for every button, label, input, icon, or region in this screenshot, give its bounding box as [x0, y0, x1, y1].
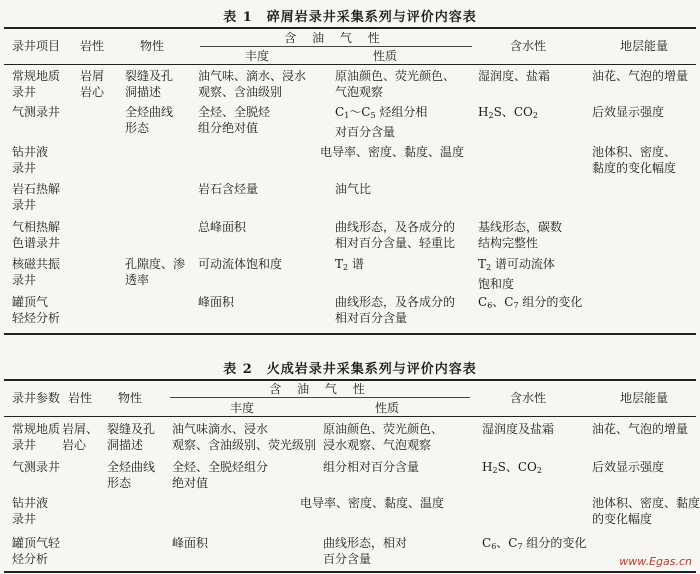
table1-row-5-property-line-2: 相对百分含量、轻重比: [335, 236, 456, 250]
table1-row-4-property-line-1: 油气比: [335, 182, 372, 196]
table1-row-4-item: [12, 181, 60, 213]
table1-row-1-abundance: [198, 68, 306, 100]
table2-row-4-property-line-1: 曲线形态，相对: [323, 536, 408, 550]
table2-row-4-item-line-2: 烃分析: [12, 552, 49, 566]
table2-row-4-item: [12, 535, 60, 567]
table1-row-1-lithology-line-1: 岩屑: [80, 69, 105, 83]
table2-row-4-item-line-1: 罐顶气轻: [12, 536, 61, 550]
table1-row-7-item-line-2: 轻烃分析: [12, 311, 61, 325]
table1-row-2-physical-line-1: 全烃曲线: [125, 105, 174, 119]
table2-row-1-lithology-line-2: 岩心: [62, 438, 87, 452]
t1-header-energy: 地层能量: [620, 39, 669, 53]
table2-row-1-item-line-2: 录井: [12, 438, 37, 452]
table1-row-1-abundance-line-2: 观察、含油级别: [198, 85, 283, 99]
table1-row-3-energy-line-2: 黏度的变化幅度: [592, 161, 677, 175]
table2-row-1-abundance-line-2: 观察、含油级别、荧光级别: [172, 438, 317, 452]
table1-row-1-lithology-line-2: 岩心: [80, 85, 105, 99]
t1-header-lithology: 岩性: [80, 39, 105, 53]
t2-header-physical: 物性: [118, 391, 143, 405]
table1-row-2-water-line-1: $H_2S$、$CO_2$: [478, 105, 538, 120]
t1-header-physical: 物性: [140, 39, 165, 53]
table2-row-3-energy-line-1: 池体积、密度、黏度: [592, 496, 700, 510]
table1-row-5-water-line-1: 基线形态，碳数: [478, 220, 563, 234]
table2-row-1-property-line-1: 原油颜色、荧光颜色、: [323, 422, 444, 436]
table1-row-6-item-line-2: 录井: [12, 273, 37, 287]
table1-row-6-water-line-1: $T_2$ 谱可动流体: [478, 257, 555, 272]
table1-row-7-property-line-2: 相对百分含量: [335, 311, 408, 325]
table2-row-2-energy-line-1: 后效显示强度: [592, 460, 665, 474]
table2-row-2-physical-line-1: 全烃曲线: [107, 460, 156, 474]
table1-row-5-abundance: [198, 219, 246, 235]
table1-row-7-property-line-1: 曲线形态，及各成分的: [335, 295, 456, 309]
table2-row-2-property-line-1: 组分相对百分含量: [323, 460, 420, 474]
table2-row-3-energy-line-2: 的变化幅度: [592, 512, 653, 526]
table2-row-1-item: [12, 421, 60, 453]
table1-row-4-property: [335, 181, 371, 197]
table2-row-4-water-line-1: $C_6$、$C_7$ 组分的变化: [482, 536, 587, 551]
table1-row-2-property: [335, 104, 427, 140]
table1-row-2-energy: [592, 104, 664, 120]
table1-row-2-item: [12, 104, 60, 120]
table1-row-1-water: [478, 68, 550, 84]
table2-row-1-water: [482, 421, 554, 437]
table1-row-3-item-line-1: 钻井液: [12, 145, 49, 159]
table1-row-6-abundance: [198, 256, 282, 272]
table2-row-2-physical: [107, 459, 155, 491]
table2-row-1-energy: [592, 421, 688, 437]
table1-row-5-abundance-line-1: 总峰面积: [198, 220, 247, 234]
table2-row-2-item: [12, 459, 60, 475]
table2-row-2-abundance: [172, 459, 268, 491]
table2-row-4-property: [323, 535, 407, 567]
table1-top-rule: [4, 27, 696, 29]
table2-row-3-item: [12, 495, 48, 527]
table1-row-1-abundance-line-1: 油气味、滴水、浸水: [198, 69, 307, 83]
table1-row-1-property: [335, 68, 455, 100]
table2-row-3-item-line-1: 钻井液: [12, 496, 49, 510]
table2-row-2-abundance-line-2: 绝对值: [172, 476, 209, 490]
table1-row-5-property-line-1: 曲线形态，及各成分的: [335, 220, 456, 234]
table1-row-7-item: [12, 294, 60, 326]
table1-row-6-physical-line-1: 孔隙度、渗: [125, 257, 186, 271]
table1-row-6-item-line-1: 核磁共振: [12, 257, 61, 271]
table2-row-1-energy-line-1: 油花、气泡的增量: [592, 422, 689, 436]
table2-row-1-property-line-2: 浸水观察、气泡观察: [323, 438, 432, 452]
t2-header-item: 录井参数: [12, 391, 61, 405]
table1-row-6-water: [478, 256, 555, 292]
table2-row-4-water: [482, 535, 586, 555]
table1-header-rule: [4, 64, 696, 65]
t2-header-oilgas-rule: [170, 397, 470, 398]
table1-row-5-item-line-1: 气相热解: [12, 220, 61, 234]
table1-row-1-item-line-2: 录井: [12, 85, 37, 99]
table2-header-rule: [4, 416, 696, 417]
table1-row-3-energy-line-1: 池体积、密度、: [592, 145, 677, 159]
table1-row-3-property: [320, 144, 464, 160]
table2-row-2-abundance-line-1: 全烃、全脱烃组分: [172, 460, 269, 474]
table1-row-5-water: [478, 219, 562, 251]
table1-row-2-property-line-2: 对百分含量: [335, 125, 396, 139]
t1-header-oilgas: 含 油 气 性: [284, 31, 386, 45]
table2-row-1-abundance-line-1: 油气味滴水、浸水: [172, 422, 269, 436]
table1-title: 表 1 碎屑岩录井采集系列与评价内容表: [223, 10, 477, 25]
table1-row-6-physical-line-2: 透率: [125, 273, 150, 287]
t1-header-abundance: 丰度: [245, 49, 270, 63]
table1-row-1-item: [12, 68, 60, 100]
table1-row-7-abundance: [198, 294, 234, 310]
table1-row-3-item-line-2: 录井: [12, 161, 37, 175]
table1-row-1-property-line-2: 气泡观察: [335, 85, 384, 99]
table2-row-4-abundance: [172, 535, 208, 551]
table1-row-6-water-line-2: 饱和度: [478, 277, 515, 291]
table2-row-2-item-line-1: 气测录井: [12, 460, 61, 474]
table1-row-3-item: [12, 144, 48, 176]
table2-row-4-property-line-2: 百分含量: [323, 552, 372, 566]
table2-row-1-water-line-1: 湿润度及盐霜: [482, 422, 555, 436]
table2-row-1-lithology: [62, 421, 98, 453]
t2-header-oilgas: 含 油 气 性: [269, 382, 371, 396]
t1-header-oilgas-rule: [200, 46, 472, 47]
table1-row-1-energy: [592, 68, 688, 84]
table2-row-4-abundance-line-1: 峰面积: [172, 536, 209, 550]
table1-row-6-physical: [125, 256, 185, 288]
table2-row-1-item-line-1: 常规地质: [12, 422, 61, 436]
table1-row-1-water-line-1: 湿润度、盐霜: [478, 69, 551, 83]
table1-row-5-property: [335, 219, 455, 251]
table1-row-3-energy: [592, 144, 676, 176]
table2-row-3-energy: [592, 495, 700, 527]
table1-row-5-item: [12, 219, 60, 251]
table1-row-7-item-line-1: 罐顶气: [12, 295, 49, 309]
table1-row-2-abundance-line-2: 组分绝对值: [198, 121, 259, 135]
table2-row-1-abundance: [172, 421, 316, 453]
t2-header-abundance: 丰度: [230, 401, 255, 415]
t1-header-water: 含水性: [510, 39, 547, 53]
table1-row-2-property-line-1: $C_1\sim C_5$ 烃组分相: [335, 105, 428, 120]
table1-row-1-physical-line-2: 洞描述: [125, 85, 162, 99]
table2-row-3-property: [300, 495, 444, 511]
table1-row-1-physical: [125, 68, 173, 100]
table1-row-1-property-line-1: 原油颜色、荧光颜色、: [335, 69, 456, 83]
table1-row-6-property: [335, 256, 364, 276]
t1-header-property: 性质: [373, 49, 398, 63]
t2-header-lithology: 岩性: [68, 391, 93, 405]
table1-row-4-item-line-2: 录井: [12, 198, 37, 212]
table1-row-2-abundance: [198, 104, 270, 136]
table1-row-6-property-line-1: $T_2$ 谱: [335, 257, 364, 272]
table2-row-2-physical-line-2: 形态: [107, 476, 132, 490]
table2-row-1-lithology-line-1: 岩屑、: [62, 422, 99, 436]
table1-row-1-item-line-1: 常规地质: [12, 69, 61, 83]
table1-row-7-water: [478, 294, 582, 314]
table2-row-1-property: [323, 421, 443, 453]
table2-title: 表 2 火成岩录井采集系列与评价内容表: [223, 362, 477, 377]
table1-row-7-property: [335, 294, 455, 326]
table2-row-2-water: [482, 459, 542, 479]
table1-row-2-physical: [125, 104, 173, 136]
table2-row-3-item-line-2: 录井: [12, 512, 37, 526]
table1-row-2-energy-line-1: 后效显示强度: [592, 105, 665, 119]
table1-row-2-abundance-line-1: 全烃、全脱烃: [198, 105, 271, 119]
table2-row-1-physical-line-1: 裂缝及孔: [107, 422, 156, 436]
table1-row-4-abundance-line-1: 岩石含烃量: [198, 182, 259, 196]
table1-row-5-water-line-2: 结构完整性: [478, 236, 539, 250]
watermark: www.Egas.cn: [619, 555, 692, 568]
table2-row-2-energy: [592, 459, 664, 475]
t2-header-energy: 地层能量: [620, 391, 669, 405]
t1-header-item: 录井项目: [12, 39, 61, 53]
table2-row-1-physical-line-2: 洞描述: [107, 438, 144, 452]
table1-bottom-rule: [4, 333, 696, 335]
table2-row-2-water-line-1: $H_2S$、$CO_2$: [482, 460, 542, 475]
table1-row-6-item: [12, 256, 60, 288]
table1-row-3-property-line-1: 电导率、密度、黏度、温度: [320, 145, 465, 159]
t2-header-water: 含水性: [510, 391, 547, 405]
table1-row-6-abundance-line-1: 可动流体饱和度: [198, 257, 283, 271]
table2-bottom-rule: [4, 571, 696, 573]
table1-row-2-item-line-1: 气测录井: [12, 105, 61, 119]
table1-row-7-water-line-1: $C_6$、$C_7$ 组分的变化: [478, 295, 583, 310]
table1-row-1-physical-line-1: 裂缝及孔: [125, 69, 174, 83]
t2-header-property: 性质: [375, 401, 400, 415]
table1-row-4-item-line-1: 岩石热解: [12, 182, 61, 196]
table1-row-2-water: [478, 104, 538, 124]
table1-row-1-lithology: [80, 68, 104, 100]
table1-row-5-item-line-2: 色谱录井: [12, 236, 61, 250]
table2-row-3-property-line-1: 电导率、密度、黏度、温度: [300, 496, 445, 510]
table1-row-2-physical-line-2: 形态: [125, 121, 150, 135]
table1-row-4-abundance: [198, 181, 258, 197]
table2-row-1-physical: [107, 421, 155, 453]
table1-row-1-energy-line-1: 油花、气泡的增量: [592, 69, 689, 83]
table1-row-7-abundance-line-1: 峰面积: [198, 295, 235, 309]
table2-row-2-property: [323, 459, 419, 475]
